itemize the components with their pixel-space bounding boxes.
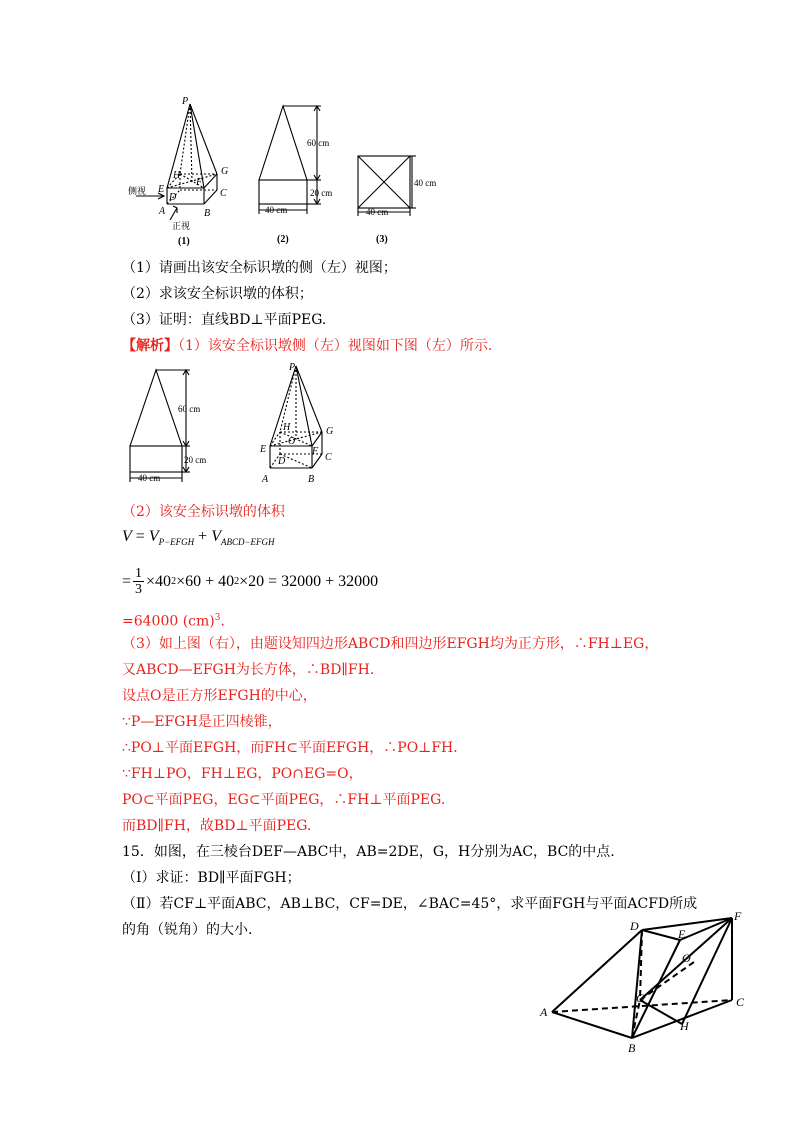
figure-3-top-view xyxy=(354,150,444,246)
fraction-denominator: 3 xyxy=(135,582,143,597)
svg-text:E: E xyxy=(678,927,686,941)
svg-text:40 cm: 40 cm xyxy=(366,207,389,217)
solution-part3-line: PO⊂平面PEG，EG⊂平面PEG，∴FH⊥平面PEG. xyxy=(122,792,446,808)
svg-text:(1): (1) xyxy=(178,236,190,246)
formula2-sq2: 2 xyxy=(234,576,240,587)
solution-part3-line: 又ABCD—EFGH为长方体，∴BD∥FH. xyxy=(122,662,375,678)
svg-text:A: A xyxy=(540,1005,548,1019)
question-3: （3）证明：直线BD⊥平面PEG. xyxy=(122,312,327,328)
svg-text:F: F xyxy=(312,446,319,457)
svg-text:20 cm: 20 cm xyxy=(184,455,207,465)
svg-text:C: C xyxy=(220,188,227,199)
formula-sub2: ABCD−EFGH xyxy=(220,537,275,548)
svg-text:(2): (2) xyxy=(277,234,289,245)
result-end: . xyxy=(220,613,225,630)
fraction-numerator: 1 xyxy=(135,566,143,581)
svg-text:60 cm: 60 cm xyxy=(307,138,330,148)
problem15-figure xyxy=(536,908,756,1058)
figure-1-solid xyxy=(122,96,244,246)
svg-text:D: D xyxy=(278,456,286,467)
svg-text:G: G xyxy=(326,426,334,437)
svg-text:F: F xyxy=(734,909,742,923)
solution-part3-line: 设点O是正方形EFGH的中心， xyxy=(122,688,317,704)
svg-text:G: G xyxy=(636,991,645,1005)
solution-figure-left xyxy=(122,362,222,488)
solution-part3-line: ∴PO⊥平面EFGH，而FH⊂平面EFGH，∴PO⊥FH. xyxy=(122,740,458,756)
svg-text:(3): (3) xyxy=(376,234,388,245)
svg-text:D: D xyxy=(630,919,639,933)
svg-text:40 cm: 40 cm xyxy=(414,178,437,188)
formula2-sq1: 2 xyxy=(171,576,177,587)
fraction-one-third xyxy=(133,566,144,597)
formula-sub1: P−EFGH xyxy=(158,537,195,548)
solution-part1 xyxy=(122,336,492,356)
solution-part3-line: ∵FH⊥PO，FH⊥EG，PO∩EG=O， xyxy=(122,766,363,782)
svg-text:40 cm: 40 cm xyxy=(138,473,161,483)
svg-text:B: B xyxy=(308,474,315,485)
svg-text:O: O xyxy=(682,951,691,965)
svg-text:F: F xyxy=(196,177,203,188)
svg-text:侧视: 侧视 xyxy=(128,186,147,196)
solution-part2: （2）该安全标识墩的体积 xyxy=(122,504,285,520)
svg-text:H: H xyxy=(680,1019,689,1033)
result-sup: 3 xyxy=(214,613,221,623)
svg-text:B: B xyxy=(628,1041,636,1055)
formula-v1: V xyxy=(148,528,159,545)
svg-text:正视: 正视 xyxy=(172,221,191,231)
solution-part3-line: ∵P—EFGH是正四棱锥， xyxy=(122,714,282,730)
formula-eq: = xyxy=(135,528,145,545)
formula-v: V xyxy=(122,528,132,545)
svg-text:A: A xyxy=(159,206,166,217)
problem15-line4: 的角（锐角）的大小. xyxy=(122,922,253,938)
svg-text:H: H xyxy=(283,422,291,433)
solution-figure-right xyxy=(256,360,356,488)
problem15-line2: （Ⅰ）求证：BD∥平面FGH； xyxy=(122,870,301,886)
question-1: （1）请画出该安全标识墩的侧（左）视图； xyxy=(122,260,397,276)
question-2: （2）求该安全标识墩的体积； xyxy=(122,286,313,302)
formula-v2: V xyxy=(211,528,221,545)
solution-result xyxy=(122,608,225,632)
svg-text:B: B xyxy=(204,208,211,219)
svg-text:C: C xyxy=(736,995,745,1009)
svg-text:60 cm: 60 cm xyxy=(178,404,201,414)
formula-volume xyxy=(122,528,275,547)
result-value: =64000 (cm) xyxy=(122,613,215,630)
formula-computation xyxy=(122,566,378,597)
problem15-line3: （Ⅱ）若CF⊥平面ABC，AB⊥BC，CF=DE，∠BAC=45°，求平面FGH与平面ACFD所成 xyxy=(122,896,698,912)
svg-text:E: E xyxy=(260,444,267,455)
svg-text:20 cm: 20 cm xyxy=(310,188,333,198)
formula2-eq: = xyxy=(122,572,132,590)
formula2-part3: ×20 = 32000 + 32000 xyxy=(239,572,379,590)
formula2-part1: ×40 xyxy=(146,572,172,590)
svg-text:G: G xyxy=(221,166,229,177)
svg-text:P: P xyxy=(182,96,189,107)
svg-text:H: H xyxy=(173,170,181,181)
problem15-line1: 15．如图，在三棱台DEF—ABC中，AB=2DE，G，H分别为AC，BC的中点. xyxy=(122,844,615,860)
svg-text:D: D xyxy=(169,192,177,203)
svg-text:O: O xyxy=(288,436,296,447)
svg-text:A: A xyxy=(262,474,269,485)
svg-text:40 cm: 40 cm xyxy=(265,205,288,215)
solution-tag: 【解析】 xyxy=(122,338,178,354)
formula-plus: + xyxy=(198,528,208,545)
solution-part1-text: （1）该安全标识墩侧（左）视图如下图（左）所示. xyxy=(178,338,493,354)
solution-part3-line: （3）如上图（右），由题设知四边形ABCD和四边形EFGH均为正方形，∴FH⊥EG， xyxy=(122,636,659,652)
figure-2-front-view xyxy=(255,98,347,246)
svg-text:E: E xyxy=(158,184,165,195)
formula2-part2: ×60 + 40 xyxy=(176,572,235,590)
solution-part3-line: 而BD∥FH，故BD⊥平面PEG. xyxy=(122,818,312,834)
svg-text:C: C xyxy=(325,452,332,463)
svg-text:P: P xyxy=(289,362,296,373)
